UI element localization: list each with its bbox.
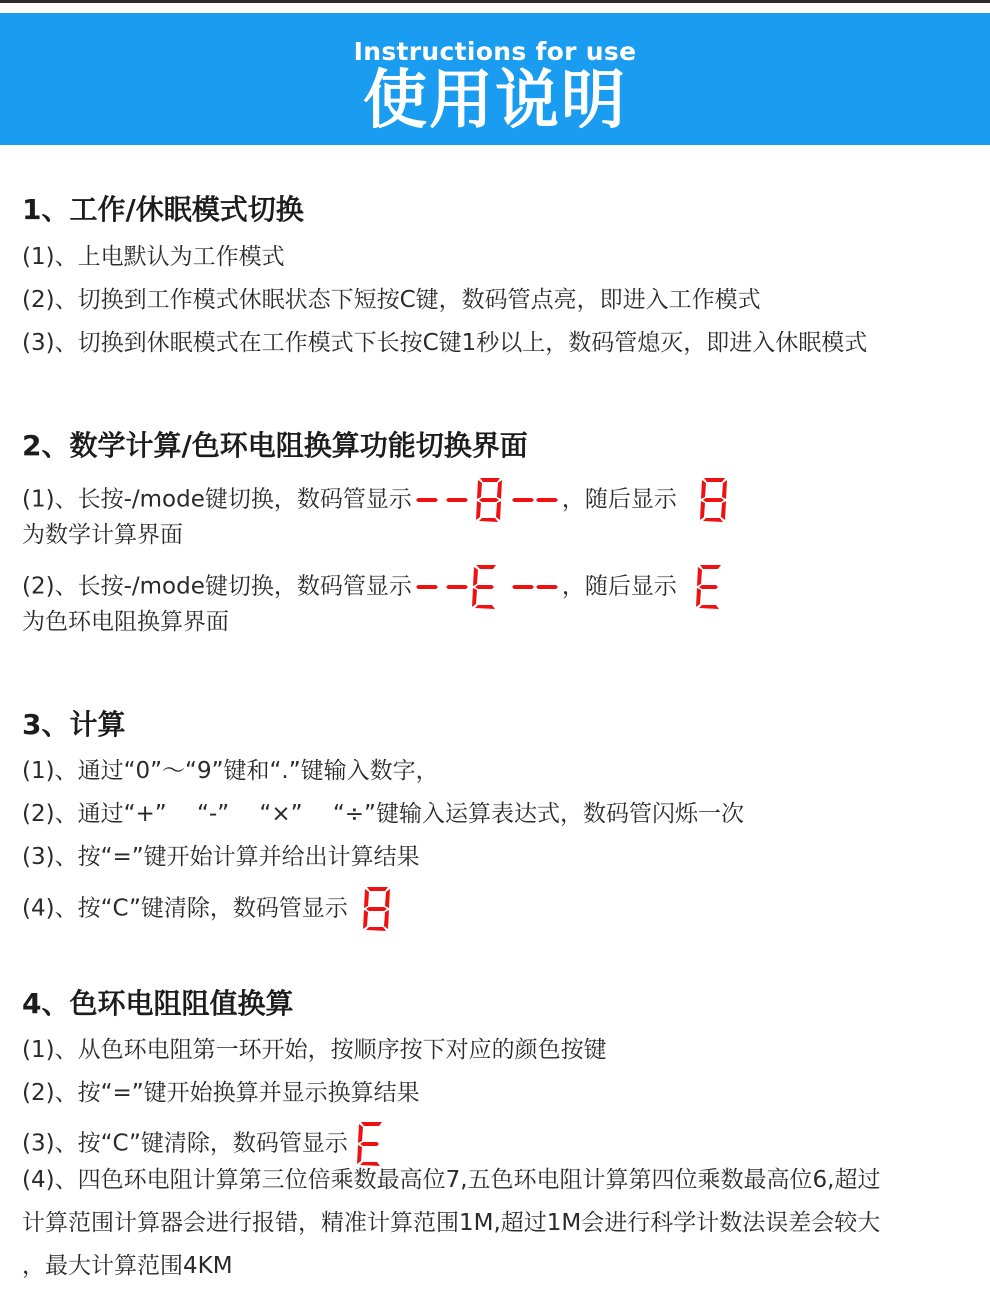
section-2-line-2: 为数学计算界面 <box>22 522 183 548</box>
section-3-line-4 <box>22 884 394 922</box>
section-3-line-1: (1)、通过“0”～“9”键和“.”键输入数字， <box>22 758 439 784</box>
section-2-line-1-then: ，随后显示 <box>561 486 677 513</box>
seven-segment-8-icon <box>695 475 731 525</box>
section-2-heading: 2、数学计算/色环电阻换算功能切换界面 <box>22 429 528 462</box>
section-1-heading: 1、工作/休眠模式切换 <box>22 193 304 226</box>
section-4-line-3-text: (3)、按“C”键清除，数码管显示 <box>22 1130 348 1157</box>
section-4-line-4: (4)、四色环电阻计算第三位倍乘数最高位7,五色环电阻计算第四位乘数最高位6,超过 <box>22 1167 881 1193</box>
seven-segment-e-icon <box>691 562 727 612</box>
section-4-line-2: (2)、按“=”键开始换算并显示换算结果 <box>22 1080 420 1106</box>
section-4-line-3 <box>22 1119 388 1157</box>
section-2-line-1 <box>22 475 731 513</box>
title-chinese: 使用说明 <box>363 64 627 138</box>
section-3-line-3: (3)、按“=”键开始计算并给出计算结果 <box>22 844 420 870</box>
title-banner <box>0 13 990 145</box>
section-4-line-1: (1)、从色环电阻第一环开始，按顺序按下对应的颜色按键 <box>22 1037 607 1063</box>
section-1-line-2: (2)、切换到工作模式休眠状态下短按C键，数码管点亮，即进入工作模式 <box>22 287 761 313</box>
section-3-heading: 3、计算 <box>22 708 126 741</box>
section-4-heading: 4、色环电阻阻值换算 <box>22 987 294 1020</box>
section-4-line-5: 计算范围计算器会进行报错，精准计算范围1M,超过1M会进行科学计数法误差会较大 <box>22 1210 881 1236</box>
seven-segment-e-clear-icon <box>352 1119 388 1169</box>
section-2-line-3-then: ，随后显示 <box>561 573 677 600</box>
section-3-line-4-text: (4)、按“C”键清除，数码管显示 <box>22 895 348 922</box>
section-2-line-3-text: (2)、长按-/mode键切换，数码管显示 <box>22 573 412 600</box>
section-4-line-6: ，最大计算范围4KM <box>22 1253 233 1279</box>
seven-segment-8-clear-icon <box>358 884 394 934</box>
title-english: Instructions for use <box>353 37 637 66</box>
section-2-line-4: 为色环电阻换算界面 <box>22 609 229 635</box>
top-rule <box>0 0 990 3</box>
section-3-line-2: (2)、通过“+” “-” “×” “÷”键输入运算表达式，数码管闪烁一次 <box>22 801 744 827</box>
section-2-line-1-text: (1)、长按-/mode键切换，数码管显示 <box>22 486 412 513</box>
section-2-line-3 <box>22 562 727 600</box>
section-1-line-1: (1)、上电默认为工作模式 <box>22 244 285 270</box>
seven-segment-dashes-8-icon <box>412 475 562 525</box>
section-1-line-3: (3)、切换到休眠模式在工作模式下长按C键1秒以上，数码管熄灭，即进入休眠模式 <box>22 330 868 356</box>
seven-segment-dashes-e-icon <box>412 562 562 612</box>
